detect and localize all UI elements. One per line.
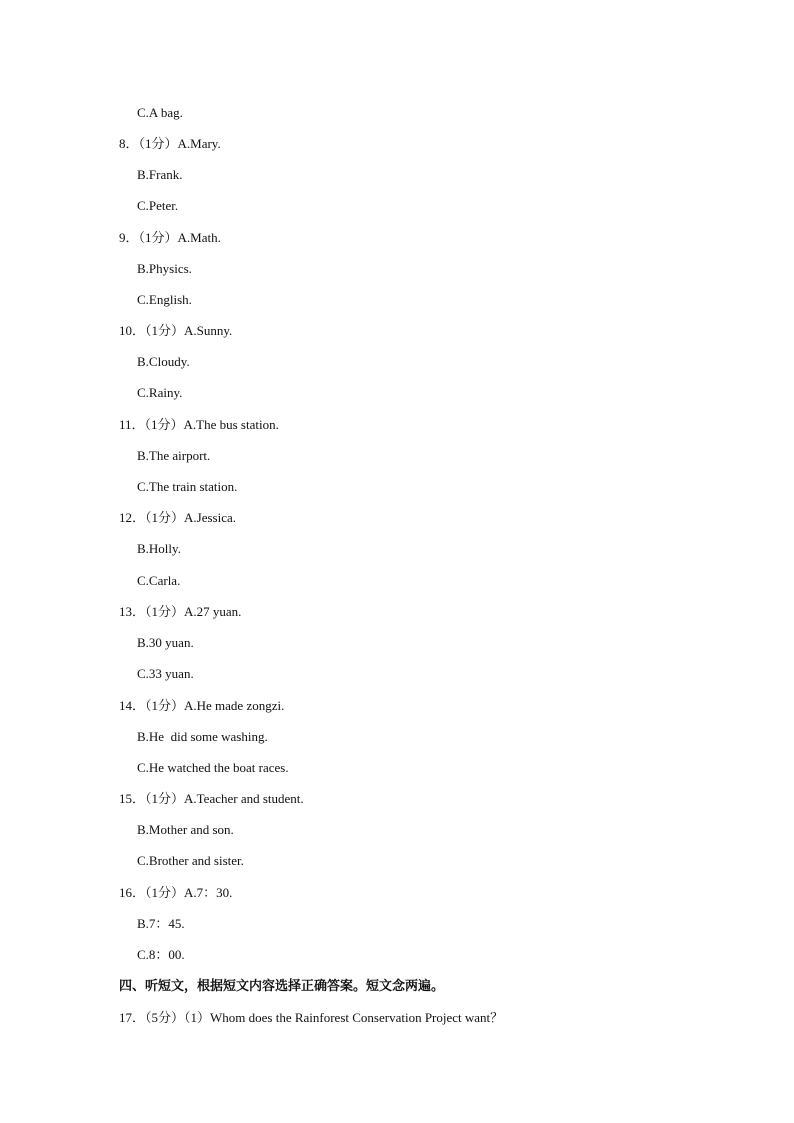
option-line: C.A bag.: [137, 105, 183, 120]
option-line: C.33 yuan.: [137, 666, 194, 681]
question-line: 13．（1分）A.27 yuan.: [119, 604, 242, 619]
question-line: 10．（1分）A.Sunny.: [119, 323, 233, 338]
question-line: 8．（1分）A.Mary.: [119, 136, 221, 151]
option-line: C.He watched the boat races.: [137, 760, 289, 775]
question-line: 15．（1分）A.Teacher and student.: [119, 791, 304, 806]
question-line: 17．（5分）（1）Whom does the Rainforest Conservation Project want？: [119, 1010, 504, 1025]
option-line: C.8：00.: [137, 947, 185, 962]
option-line: C.Rainy.: [137, 385, 183, 400]
option-line: C.English.: [137, 292, 192, 307]
section-heading: 四、听短文，根据短文内容选择正确答案。短文念两遍。: [119, 978, 445, 993]
option-line: B.Mother and son.: [137, 822, 234, 837]
option-line: B.30 yuan.: [137, 635, 194, 650]
option-line: B.Physics.: [137, 261, 192, 276]
question-line: 14．（1分）A.He made zongzi.: [119, 698, 285, 713]
question-line: 16．（1分）A.7：30.: [119, 885, 233, 900]
option-line: C.Carla.: [137, 573, 181, 588]
option-line: B.The airport.: [137, 448, 211, 463]
option-line: B.Frank.: [137, 167, 183, 182]
question-line: 12．（1分）A.Jessica.: [119, 510, 236, 525]
question-line: 11．（1分）A.The bus station.: [119, 417, 279, 432]
option-line: B.He did some washing.: [137, 729, 268, 744]
question-line: 9．（1分）A.Math.: [119, 230, 221, 245]
option-line: B.7：45.: [137, 916, 185, 931]
option-line: B.Holly.: [137, 541, 181, 556]
option-line: C.The train station.: [137, 479, 238, 494]
option-line: C.Brother and sister.: [137, 853, 244, 868]
option-line: C.Peter.: [137, 198, 179, 213]
option-line: B.Cloudy.: [137, 354, 190, 369]
